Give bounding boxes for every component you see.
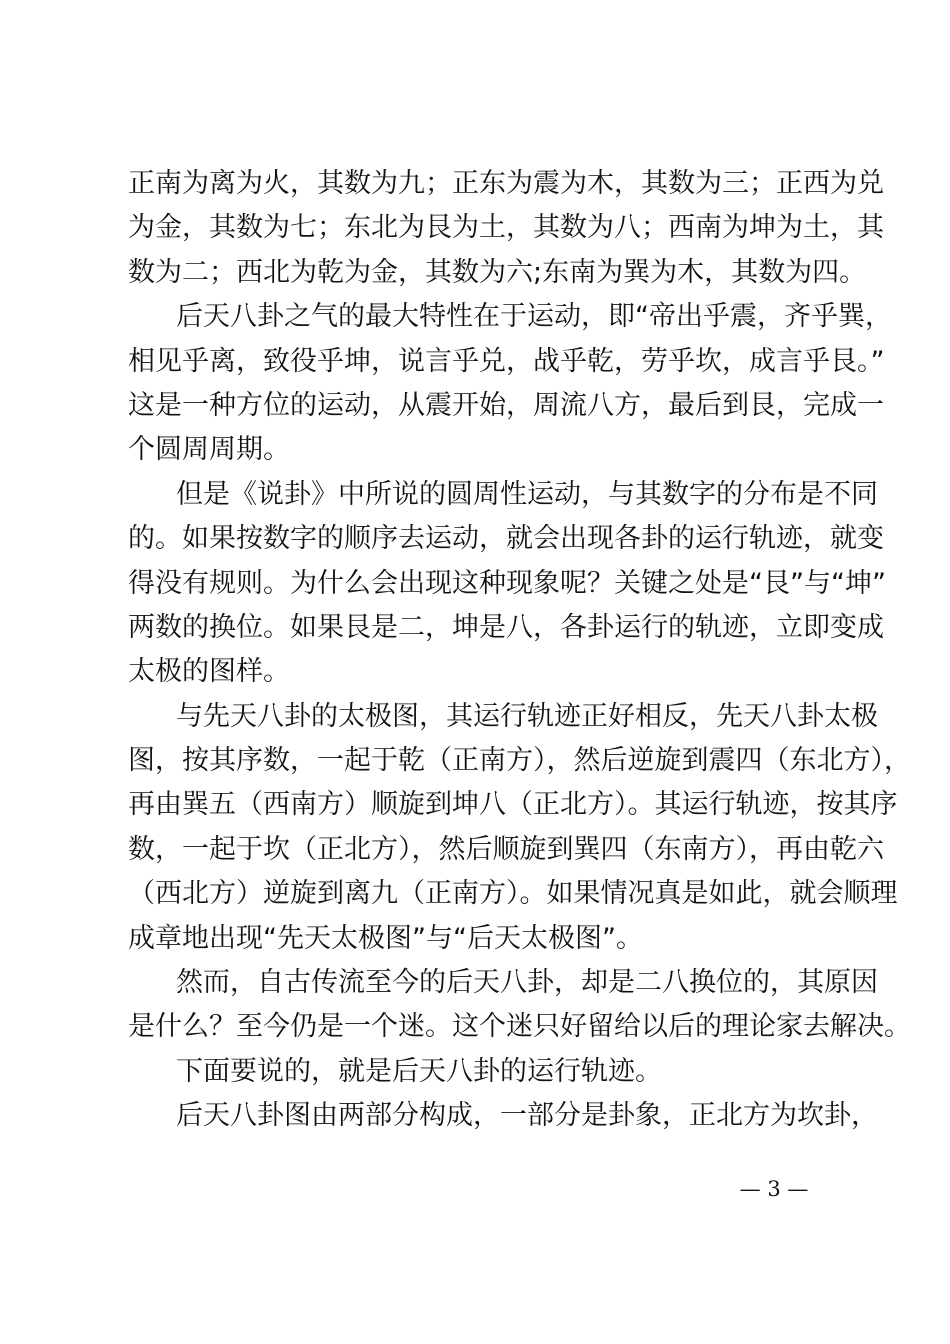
text-line: 正南为离为火，其数为九；正东为震为木，其数为三；正西为兑 <box>128 168 884 199</box>
text-line: 两数的换位。如果艮是二，坤是八，各卦运行的轨迹，立即变成 <box>128 611 884 643</box>
text-line: 这是一种方位的运动，从震开始，周流八方，最后到艮，完成一 <box>128 389 884 421</box>
paragraph-first-line: 后天八卦图由两部分构成，一部分是卦象，正北方为坎卦， <box>176 1100 878 1132</box>
paragraph-first-line: 后天八卦之气的最大特性在于运动，即“帝出乎震，齐乎巽， <box>176 301 892 333</box>
text-line: 的。如果按数字的顺序去运动，就会出现各卦的运行轨迹，就变 <box>128 523 884 555</box>
text-line: 图，按其序数，一起于乾（正南方），然后逆旋到震四（东北方）， <box>128 745 911 777</box>
text-line: 数为二；西北为乾为金，其数为六;东南为巽为木，其数为四。 <box>128 256 867 288</box>
text-line: 个圆周周期。 <box>128 434 290 466</box>
paragraph-first-line: 与先天八卦的太极图，其运行轨迹正好相反，先天八卦太极 <box>176 700 878 732</box>
text-line: （西北方）逆旋到离九（正南方）。如果情况真是如此，就会顺理 <box>128 878 898 910</box>
text-line: 数，一起于坎（正北方），然后顺旋到巽四（东南方），再由乾六 <box>128 833 884 865</box>
paragraph-first-line: 然而，自古传流至今的后天八卦，却是二八换位的，其原因 <box>176 967 878 999</box>
paragraph-first-line: 但是《说卦》中所说的圆周性运动，与其数字的分布是不同 <box>176 478 878 510</box>
text-line: 得没有规则。为什么会出现这种现象呢？关键之处是“艮”与“坤” <box>128 567 886 599</box>
text-line: 相见乎离，致役乎坤，说言乎兑，战乎乾，劳乎坎，成言乎艮。” <box>128 345 885 377</box>
text-line: 是什么？至今仍是一个迷。这个迷只好留给以后的理论家去解决。 <box>128 1011 911 1043</box>
text-line: 成章地出现“先天太极图”与“后天太极图”。 <box>128 922 643 954</box>
text-line: 太极的图样。 <box>128 656 290 688</box>
page-number: — 3 — <box>739 1177 809 1201</box>
text-line: 再由巽五（西南方）顺旋到坤八（正北方）。其运行轨迹，按其序 <box>128 789 898 821</box>
text-line: 为金，其数为七；东北为艮为土，其数为八；西南为坤为土，其 <box>128 212 884 244</box>
body-text <box>128 162 911 1139</box>
paragraph-first-line: 下面要说的，就是后天八卦的运行轨迹。 <box>176 1055 662 1087</box>
